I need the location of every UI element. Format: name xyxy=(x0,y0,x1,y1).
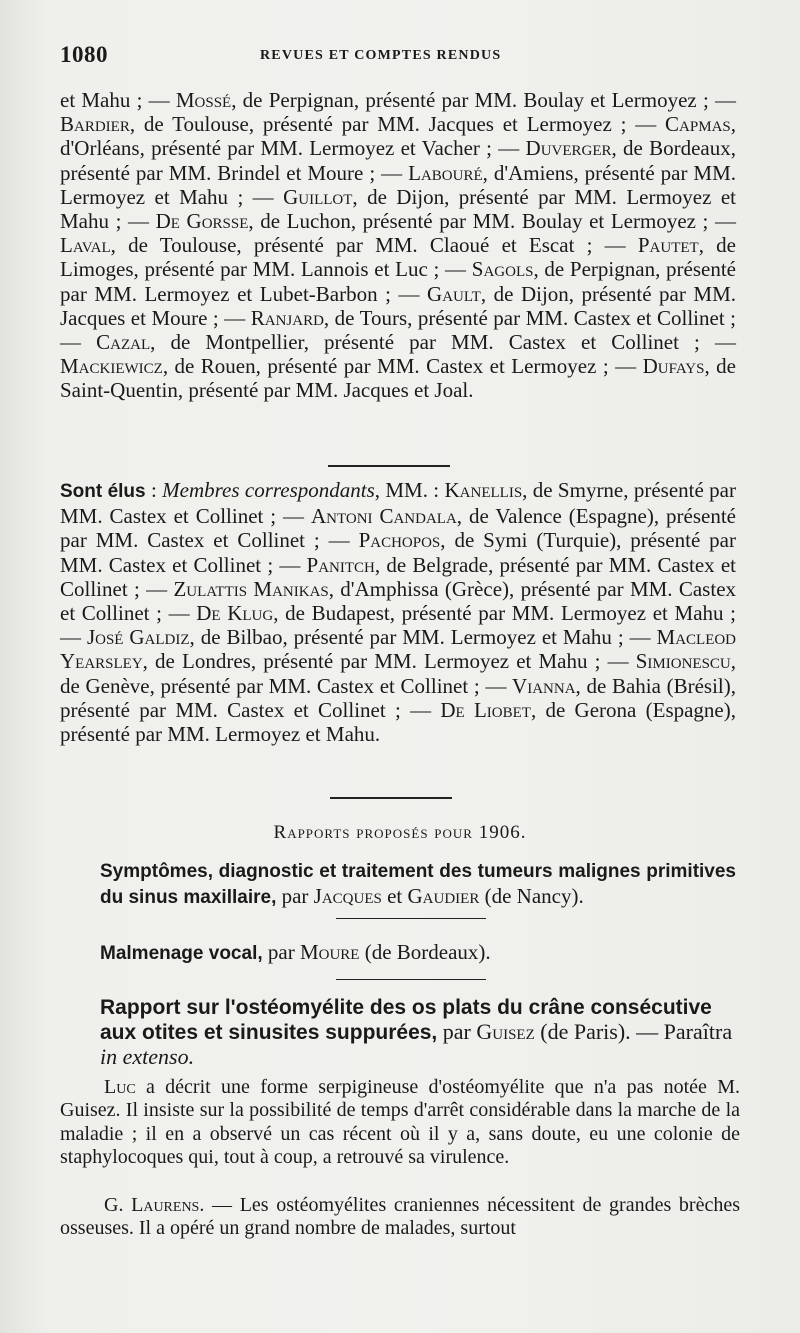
reports-heading: Rapports proposés pour 1906. xyxy=(273,822,527,843)
member-name: Pachopos xyxy=(358,528,441,553)
member-name: Capmas xyxy=(665,112,731,137)
member-name: Simionescu xyxy=(635,649,731,674)
report-place: (de Bordeaux). xyxy=(359,940,491,964)
member-name: De Gorsse xyxy=(155,209,249,234)
member-name: Panitch xyxy=(306,552,375,577)
separator-rule xyxy=(336,979,486,980)
member-name: Guillot xyxy=(283,184,353,209)
member-details: , de Toulouse, présenté par MM. Claoué et Escat ; — xyxy=(110,233,638,258)
report-place: (de Nancy). xyxy=(479,884,584,908)
member-name: Kanellis xyxy=(444,478,523,502)
member-name: Zulattis Manikas xyxy=(173,576,329,601)
member-details: , de Perpignan, présenté par MM. Boulay et Lermoyez ; — xyxy=(231,88,736,112)
member-details: , d'Amiens, présenté par MM. Lermoyez et Mahu ; — xyxy=(60,160,736,209)
member-name: De Klug xyxy=(196,601,274,626)
member-details: , de Saint-Quentin, présenté par MM. Jacques et Joal. xyxy=(60,354,736,403)
report-osteomyelite xyxy=(100,995,736,1069)
report-malmenage xyxy=(100,940,736,966)
member-details: , de Symi (Turquie), présenté par MM. Castex et Collinet ; — xyxy=(60,528,736,577)
corresponding-list xyxy=(60,478,736,746)
report-title-text: Malmenage vocal, xyxy=(100,943,263,964)
corresponding-intro: , MM. : xyxy=(374,478,445,502)
member-name: Macleod Yearsley xyxy=(60,625,737,674)
member-details: , de Montpellier, présenté par MM. Castex et Collinet ; — xyxy=(150,330,736,355)
elected-colon: : xyxy=(150,478,163,502)
elected-lead: Sont élus xyxy=(60,481,146,502)
report-author: Jacques xyxy=(313,884,382,908)
speaker-name: Luc xyxy=(104,1076,136,1098)
member-details: , de Rouen, présenté par MM. Castex et Lermoyez ; — xyxy=(162,354,643,379)
corresponding-members-paragraph xyxy=(60,478,736,746)
member-details: , de Limoges, présenté par MM. Lannois et Luc ; — xyxy=(60,233,736,282)
member-name: Cazal xyxy=(96,330,151,355)
report-tumeurs xyxy=(100,858,736,910)
report-title-text: Symptômes, diagnostic et traitement des tumeurs malignes primitives du sinus maxillaire, xyxy=(100,861,736,908)
member-details: , de Perpignan, présenté par MM. Lermoyez et Lubet-Barbon ; — xyxy=(60,257,737,306)
report-author: Guisez xyxy=(476,1019,535,1044)
member-name: Ranjard xyxy=(250,305,324,330)
report-author: Moure xyxy=(299,940,360,964)
member-name: Vianna xyxy=(512,673,576,698)
discussion-luc xyxy=(60,1076,740,1170)
member-details: , de Smyrne, présenté par MM. Castex et Collinet ; — xyxy=(60,478,736,529)
page-number: 1080 xyxy=(60,42,108,67)
discussion-text: a décrit une forme serpigineuse d'ostéomyélite que n'a pas notée M. Guisez. Il insiste sur la possibilité de temps d'arrêt considérable dans la marche de la maladie ; il en a observé un cas récent où il y a, sans doute, eu une colonie de staphylocoques qui, tout à coup, a retrouvé sa virulence. xyxy=(60,1076,740,1169)
discussion-laurens xyxy=(60,1194,740,1241)
running-title: REVUES ET COMPTES RENDUS xyxy=(260,48,502,63)
member-details: , de Dijon, présenté par MM. Lermoyez et Mahu ; — xyxy=(60,184,736,234)
corresponding-label: Membres correspondants xyxy=(162,478,375,502)
discussion-text: — Les ostéomyélites craniennes nécessitent de grandes brèches osseuses. Il a opéré un grand nombre de malades, surtout xyxy=(60,1194,740,1240)
member-details: , de Genève, présenté par MM. Castex et Collinet ; — xyxy=(60,649,736,698)
report-and: et xyxy=(381,884,408,908)
separator-rule xyxy=(336,918,486,919)
member-details: , de Luchon, présenté par MM. Boulay et Lermoyez ; — xyxy=(248,209,736,234)
report-place: (de Paris). — Paraîtra xyxy=(534,1019,733,1044)
member-details: , de Tours, présenté par MM. Castex et Collinet ; — xyxy=(60,305,736,355)
elected-members-paragraph xyxy=(60,88,736,403)
member-name: Bardier xyxy=(60,112,130,137)
member-details: , de Bordeaux, présenté par MM. Brindel et Moure ; — xyxy=(60,136,737,185)
member-details: , de Bilbao, présenté par MM. Lermoyez et Mahu ; — xyxy=(189,625,657,650)
member-details: , de Londres, présenté par MM. Lermoyez et Mahu ; — xyxy=(142,649,636,674)
member-details: , de Valence (Espagne), présenté par MM. Castex et Collinet ; — xyxy=(60,504,736,553)
member-name: Laval xyxy=(60,233,111,258)
in-extenso-note: in extenso. xyxy=(100,1044,195,1069)
member-details: , de Budapest, présenté par MM. Lermoyez et Mahu ; — xyxy=(60,601,736,650)
member-name: Duverger xyxy=(525,136,612,161)
member-name: Pautet xyxy=(637,233,699,258)
report-by: par xyxy=(276,884,314,908)
member-details: , de Toulouse, présenté par MM. Jacques et Lermoyez ; — xyxy=(129,112,666,137)
speaker-name: G. Laurens. xyxy=(104,1194,205,1216)
report-author: Gaudier xyxy=(407,884,480,908)
member-name: José Galdiz xyxy=(86,625,190,650)
member-details: , de Dijon, présenté par MM. Jacques et Moure ; — xyxy=(60,281,736,330)
page-header xyxy=(60,42,740,72)
member-details: , d'Amphissa (Grèce), présenté par MM. Castex et Collinet ; — xyxy=(60,576,737,626)
report-by: par xyxy=(262,940,300,964)
member-details: , d'Orléans, présenté par MM. Lermoyez et Vacher ; — xyxy=(60,112,736,161)
member-name: Mackiewicz xyxy=(60,354,163,379)
member-name: Dufays xyxy=(642,354,705,379)
member-name: Antoni Candala xyxy=(310,504,457,529)
member-name: Labouré xyxy=(408,160,483,185)
report-by: par xyxy=(437,1019,477,1044)
member-name: De Liobet xyxy=(440,697,531,722)
member-details: et Mahu ; — xyxy=(60,88,176,112)
member-name: Mossé xyxy=(175,88,232,112)
separator-rule xyxy=(330,797,452,799)
member-details: , de Gerona (Espagne), présenté par MM. Lermoyez et Mahu. xyxy=(60,697,736,747)
report-title-text: Rapport sur l'ostéomyélite des os plats du crâne consécutive aux otites et sinusites suppurées, xyxy=(100,996,712,1044)
separator-rule xyxy=(328,465,450,467)
member-name: Sagols xyxy=(471,257,534,282)
member-details: , de Belgrade, présenté par MM. Castex et Collinet ; — xyxy=(60,552,736,601)
member-details: , de Bahia (Brésil), présenté par MM. Castex et Collinet ; — xyxy=(60,673,736,722)
member-name: Gault xyxy=(427,281,481,306)
